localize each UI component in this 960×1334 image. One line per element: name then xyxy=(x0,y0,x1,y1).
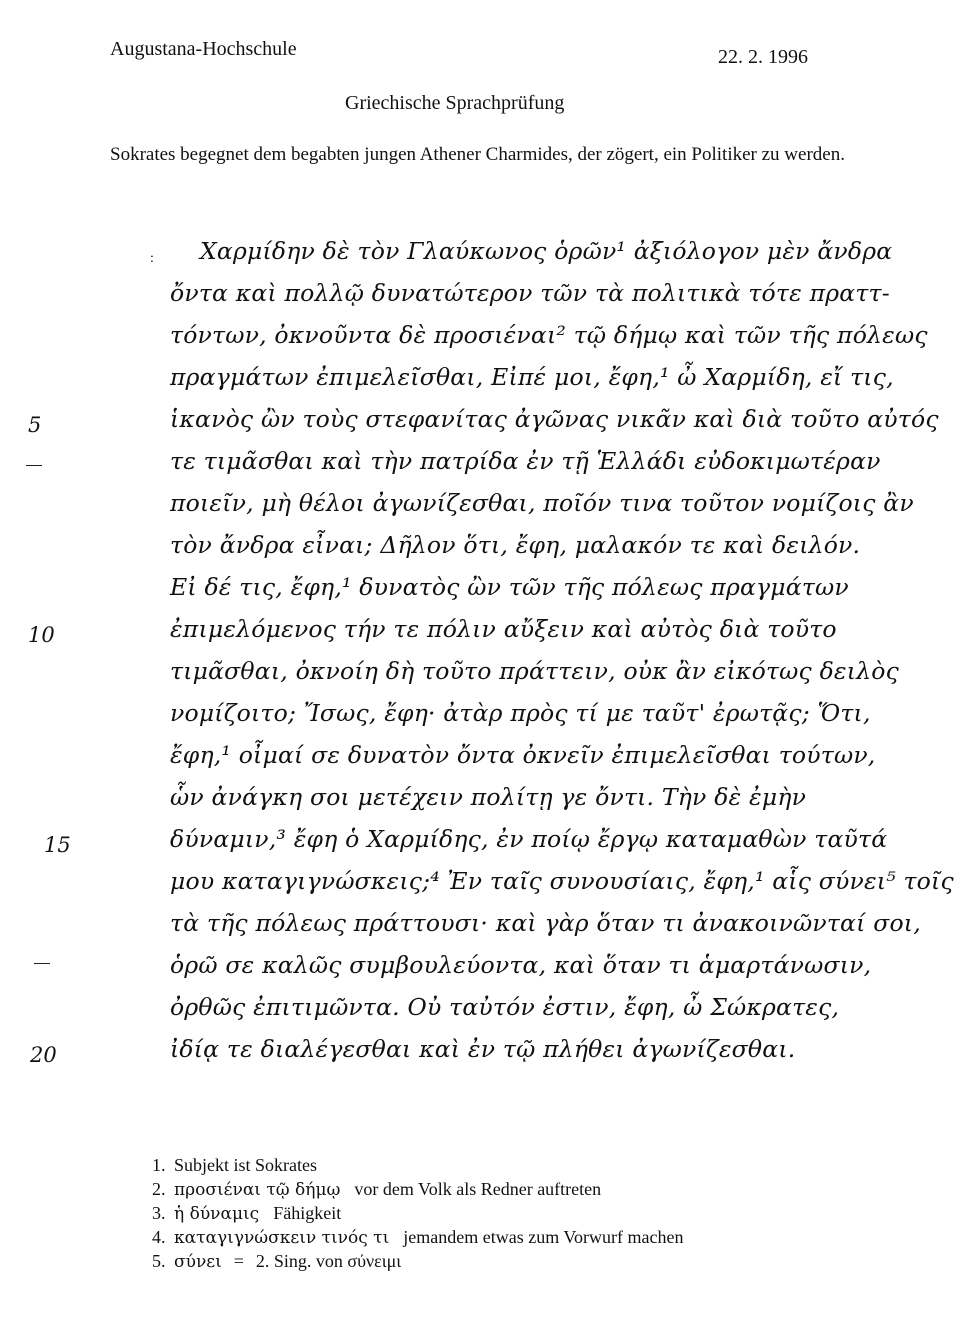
footnote-number: 1. xyxy=(152,1155,166,1175)
greek-line: Χαρμίδην δὲ τὸν Γλαύκωνος ὁρῶν¹ ἀξιόλογον μὲν ἄνδρα xyxy=(200,237,893,265)
greek-line: ἰδίᾳ τε διαλέγεσθαι καὶ ἐν τῷ πλήθει ἀγωνίζεσθαι. xyxy=(170,1035,796,1063)
line-number: 20 xyxy=(30,1043,57,1067)
greek-line: μου καταγιγνώσκεις;⁴ Ἐν ταῖς συνουσίαις, ἔφη,¹ αἷς σύνει⁵ τοῖς xyxy=(170,867,954,895)
margin-tick xyxy=(34,963,50,964)
footnotes xyxy=(152,1155,872,1275)
greek-line: Εἰ δέ τις, ἔφη,¹ δυνατὸς ὢν τῶν τῆς πόλεως πραγμάτων xyxy=(170,573,849,601)
greek-line: τε τιμᾶσθαι καὶ τὴν πατρίδα ἐν τῇ Ἑλλάδι εὐδοκιμωτέραν xyxy=(170,447,881,475)
intro-text: Sokrates begegnet dem begabten jungen Athener Charmides, der zögert, ein Politiker zu werden. xyxy=(110,144,845,165)
footnote-greek-term: σύνει xyxy=(174,1252,222,1272)
greek-line: ὧν ἀνάγκη σοι μετέχειν πολίτῃ γε ὄντι. Τὴν δὲ ἐμὴν xyxy=(170,783,807,811)
line-number: 15 xyxy=(44,833,71,857)
greek-line: ὄντα καὶ πολλῷ δυνατώτερον τῶν τὰ πολιτικὰ τότε πραττ- xyxy=(170,279,890,307)
greek-line: τόντων, ὀκνοῦντα δὲ προσιέναι² τῷ δήμῳ καὶ τῶν τῆς πόλεως xyxy=(170,321,928,349)
greek-line: ποιεῖν, μὴ θέλοι ἀγωνίζεσθαι, ποῖόν τινα τοῦτον νομίζοις ἂν xyxy=(170,489,914,517)
footnote-text: 2. Sing. von σύνειμι xyxy=(255,1251,402,1271)
school-name: Augustana-Hochschule xyxy=(110,38,297,60)
exam-date: 22. 2. 1996 xyxy=(718,46,808,68)
footnote-text: jemandem etwas zum Vorwurf machen xyxy=(403,1227,684,1247)
footnote-text: Fähigkeit xyxy=(273,1203,342,1223)
greek-line: δύναμιν,³ ἔφη ὁ Χαρμίδης, ἐν ποίῳ ἔργῳ καταμαθὼν ταῦτά xyxy=(170,825,888,853)
line-number: 5 xyxy=(28,413,42,437)
greek-line: ὁρῶ σε καλῶς συμβουλεύοντα, καὶ ὅταν τι ἁμαρτάνωσιν, xyxy=(170,951,872,979)
greek-line: νομίζοιτο; Ἴσως, ἔφη· ἀτὰρ πρὸς τί με ταῦτ' ἐρωτᾷς; Ὅτι, xyxy=(170,699,871,727)
footnote-greek-term: ἡ δύναμις xyxy=(174,1204,260,1224)
greek-line: πραγμάτων ἐπιμελεῖσθαι, Εἰπέ μοι, ἔφη,¹ ὦ Χαρμίδη, εἴ τις, xyxy=(170,363,894,391)
greek-line: τὰ τῆς πόλεως πράττουσι· καὶ γὰρ ὅταν τι ἀνακοινῶνταί σοι, xyxy=(170,909,921,937)
exam-title: Griechische Sprachprüfung xyxy=(345,92,565,114)
footnote-1 xyxy=(152,1155,872,1179)
footnote-3 xyxy=(152,1203,872,1227)
greek-line: τὸν ἄνδρα εἶναι; Δῆλον ὅτι, ἔφη, μαλακόν τε καὶ δειλόν. xyxy=(170,531,861,559)
line-number: 10 xyxy=(28,623,55,647)
margin-tick xyxy=(26,465,42,466)
footnote-equals: = xyxy=(233,1251,244,1271)
footnote-text: Subjekt ist Sokrates xyxy=(174,1155,317,1175)
footnote-greek-term: καταγιγνώσκειν τινός τι xyxy=(174,1228,390,1248)
footnote-number: 2. xyxy=(152,1179,166,1199)
greek-line: ὀρθῶς ἐπιτιμῶντα. Οὐ ταὐτόν ἐστιν, ἔφη, ὦ Σώκρατες, xyxy=(170,993,840,1021)
footnote-number: 4. xyxy=(152,1227,166,1247)
footnote-number: 3. xyxy=(152,1203,166,1223)
footnote-greek-term: προσιέναι τῷ δήμῳ xyxy=(174,1180,341,1200)
greek-line: ἐπιμελόμενος τήν τε πόλιν αὔξειν καὶ αὐτὸς διὰ τοῦτο xyxy=(170,615,837,643)
footnote-4 xyxy=(152,1227,872,1251)
footnote-5 xyxy=(152,1251,872,1275)
footnote-2 xyxy=(152,1179,872,1203)
margin-mark: : xyxy=(150,251,154,266)
footnote-text: vor dem Volk als Redner auftreten xyxy=(354,1179,602,1199)
greek-line: ἔφη,¹ οἶμαί σε δυνατὸν ὄντα ὀκνεῖν ἐπιμελεῖσθαι τούτων, xyxy=(170,741,876,769)
greek-line: τιμᾶσθαι, ὀκνοίη δὴ τοῦτο πράττειν, οὐκ ἂν εἰκότως δειλὸς xyxy=(170,657,899,685)
footnote-number: 5. xyxy=(152,1251,166,1271)
greek-line: ἱκανὸς ὢν τοὺς στεφανίτας ἀγῶνας νικᾶν καὶ διὰ τοῦτο αὐτός xyxy=(170,405,939,433)
